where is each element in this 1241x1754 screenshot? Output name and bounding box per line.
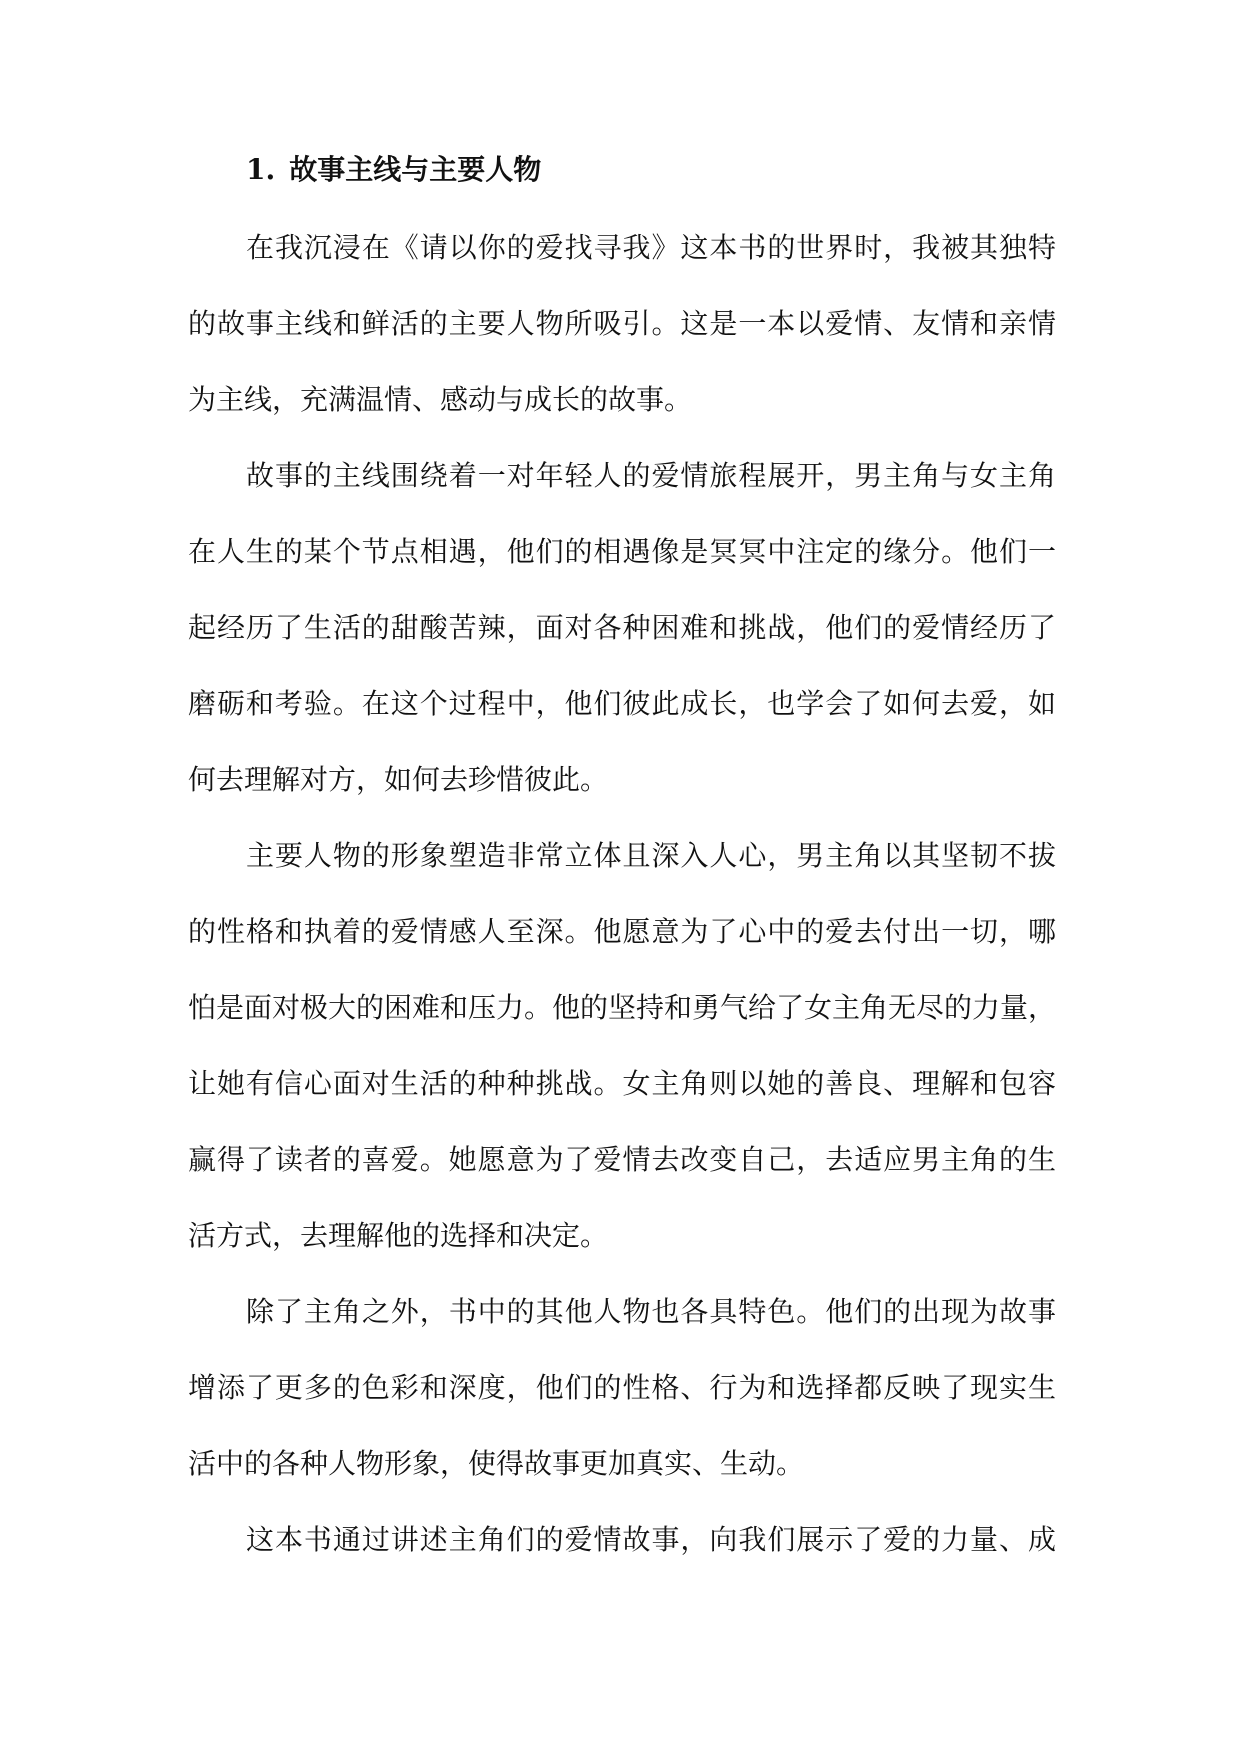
paragraph-line: 让她有信心面对生活的种种挑战。女主角则以她的善良、理解和包容 [188,1067,1056,1100]
paragraph-line: 起经历了生活的甜酸苦辣，面对各种困难和挑战，他们的爱情经历了 [188,611,1056,644]
paragraph [188,438,1056,818]
paragraph-line: 何去理解对方，如何去珍惜彼此。 [188,763,609,796]
section-number: 1. [246,153,276,186]
paragraph [188,210,1056,438]
paragraph-line: 增添了更多的色彩和深度，他们的性格、行为和选择都反映了现实生 [188,1371,1056,1404]
paragraph-line: 的故事主线和鲜活的主要人物所吸引。这是一本以爱情、友情和亲情 [188,307,1056,340]
paragraph-line: 活方式，去理解他的选择和决定。 [188,1219,609,1252]
paragraph-line: 为主线，充满温情、感动与成长的故事。 [188,383,693,416]
paragraph-line: 除了主角之外，书中的其他人物也各具特色。他们的出现为故事 [246,1295,1056,1328]
section-title: 故事主线与主要人物 [289,153,542,186]
paragraph-line: 故事的主线围绕着一对年轻人的爱情旅程展开，男主角与女主角 [246,459,1056,492]
paragraph-line: 这本书通过讲述主角们的爱情故事，向我们展示了爱的力量、成 [246,1523,1056,1556]
section-heading [188,140,1056,200]
paragraph-line: 在人生的某个节点相遇，他们的相遇像是冥冥中注定的缘分。他们一 [188,535,1056,568]
paragraph-line: 在我沉浸在《请以你的爱找寻我》这本书的世界时，我被其独特 [246,231,1056,264]
document-body [188,140,1056,1578]
paragraph-line: 活中的各种人物形象，使得故事更加真实、生动。 [188,1447,805,1480]
paragraph-line: 怕是面对极大的困难和压力。他的坚持和勇气给了女主角无尽的力量， [188,991,1057,1024]
paragraph [188,1502,1056,1578]
paragraph-line: 主要人物的形象塑造非常立体且深入人心，男主角以其坚韧不拔 [246,839,1056,872]
paragraph [188,1274,1056,1502]
paragraph [188,818,1056,1274]
paragraph-line: 的性格和执着的爱情感人至深。他愿意为了心中的爱去付出一切，哪 [188,915,1056,948]
paragraph-line: 赢得了读者的喜爱。她愿意为了爱情去改变自己，去适应男主角的生 [188,1143,1056,1176]
paragraph-line: 磨砺和考验。在这个过程中，他们彼此成长，也学会了如何去爱，如 [188,687,1056,720]
